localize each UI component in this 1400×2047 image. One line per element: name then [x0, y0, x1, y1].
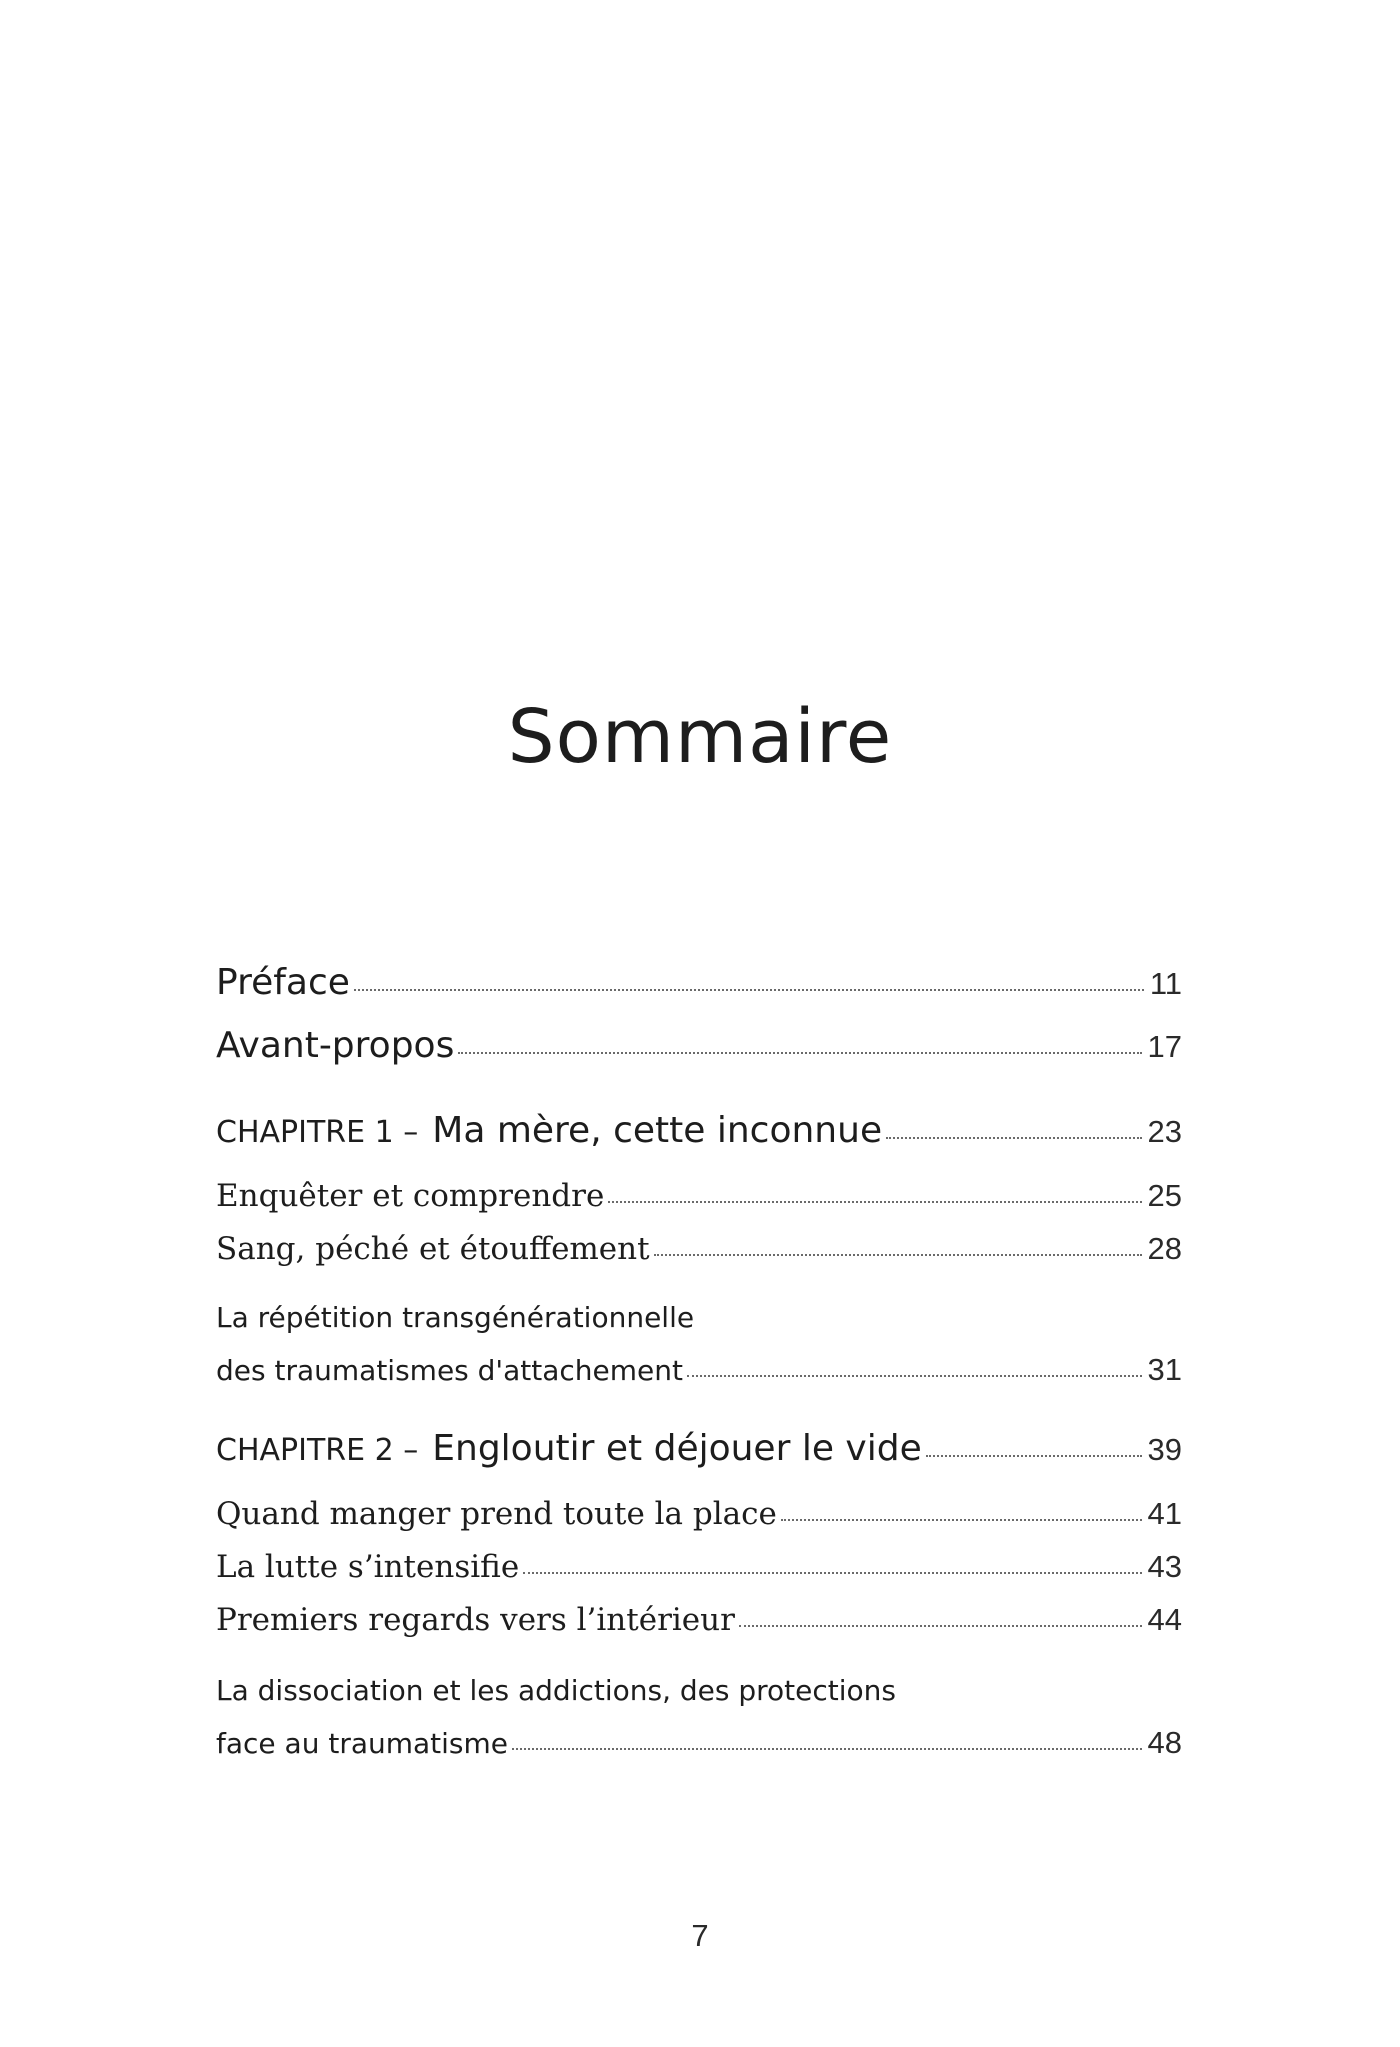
toc-label: La lutte s’intensifie: [216, 1549, 520, 1585]
table-of-contents: [216, 0, 1182, 2047]
chapter-prefix: CHAPITRE 2 –: [216, 1433, 419, 1468]
page-title: Sommaire: [507, 693, 893, 780]
toc-section[interactable]: [216, 1602, 1182, 1638]
toc-label: Premiers regards vers l’intérieur: [216, 1602, 735, 1638]
toc-label: Préface: [216, 962, 350, 1003]
dot-leader: [608, 1201, 1141, 1203]
toc-subsection-line1[interactable]: La répétition transgénérationnelle: [216, 1301, 695, 1334]
toc-label: des traumatismes d'attachement: [216, 1354, 683, 1387]
dot-leader: [512, 1748, 1141, 1750]
toc-entry-preface[interactable]: [216, 962, 1182, 1003]
chapter-prefix: CHAPITRE 1 –: [216, 1115, 419, 1150]
toc-subsection[interactable]: [216, 1725, 1182, 1761]
toc-chapter-1[interactable]: [216, 1110, 1182, 1151]
toc-page: 39: [1147, 1432, 1182, 1467]
toc-page: 41: [1147, 1496, 1182, 1531]
toc-page: 11: [1149, 966, 1182, 1001]
toc-label: Enquêter et comprendre: [216, 1178, 605, 1214]
chapter-title: Engloutir et déjouer le vide: [432, 1428, 922, 1469]
dot-leader: [523, 1572, 1141, 1574]
toc-section[interactable]: [216, 1549, 1182, 1585]
toc-page: 23: [1147, 1114, 1182, 1149]
dot-leader: [687, 1375, 1142, 1377]
toc-page: 48: [1147, 1725, 1182, 1760]
toc-page: 43: [1147, 1549, 1182, 1584]
dot-leader: [926, 1455, 1142, 1457]
toc-page: 31: [1147, 1352, 1182, 1387]
toc-label: Quand manger prend toute la place: [216, 1496, 777, 1532]
dot-leader: [781, 1519, 1142, 1521]
toc-section[interactable]: [216, 1496, 1182, 1532]
toc-section[interactable]: [216, 1178, 1182, 1214]
page-number: 7: [691, 1918, 709, 1953]
dot-leader: [886, 1137, 1141, 1139]
toc-section[interactable]: [216, 1231, 1182, 1267]
toc-label: face au traumatisme: [216, 1727, 509, 1760]
chapter-title: Ma mère, cette inconnue: [432, 1110, 883, 1151]
toc-label: Avant-propos: [216, 1025, 455, 1066]
toc-subsection-line1[interactable]: La dissociation et les addictions, des protections: [216, 1674, 896, 1707]
toc-chapter-2[interactable]: [216, 1428, 1182, 1469]
dot-leader: [739, 1625, 1142, 1627]
toc-page: 17: [1147, 1029, 1182, 1064]
toc-entry-avant-propos[interactable]: [216, 1025, 1182, 1066]
toc-page: 44: [1147, 1602, 1182, 1637]
toc-page: 28: [1147, 1231, 1182, 1266]
dot-leader: [354, 989, 1144, 991]
dot-leader: [654, 1254, 1142, 1256]
toc-subsection[interactable]: [216, 1352, 1182, 1388]
dot-leader: [458, 1052, 1141, 1054]
toc-label: Sang, péché et étouffement: [216, 1231, 650, 1267]
toc-page: 25: [1147, 1178, 1182, 1213]
